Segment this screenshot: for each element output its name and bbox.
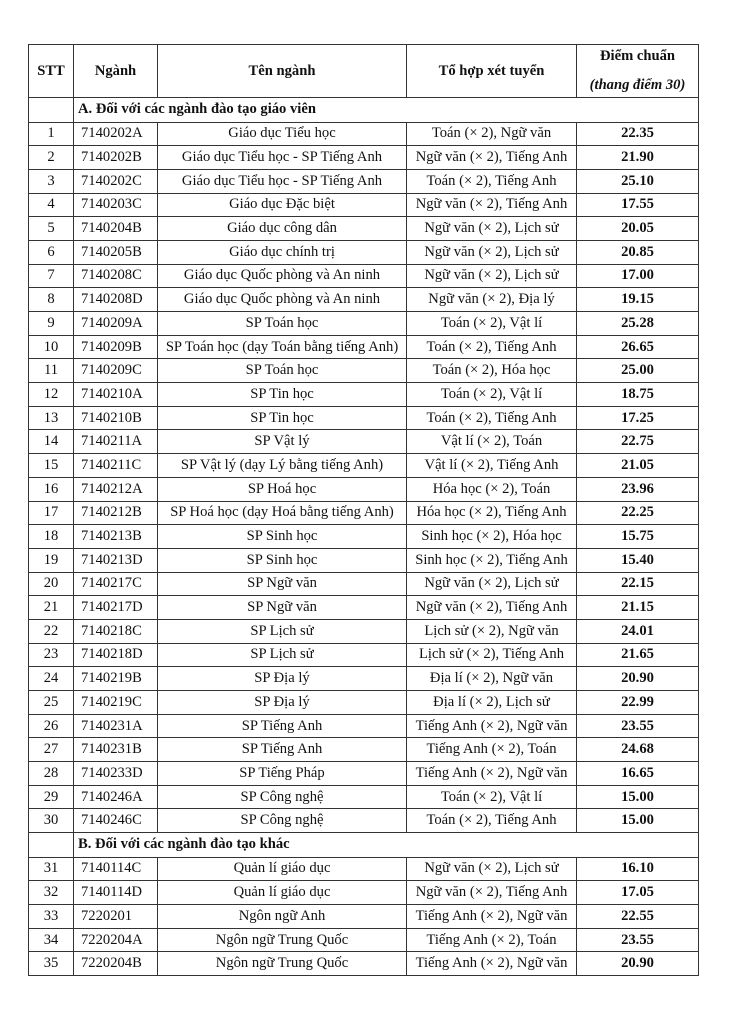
name-cell: Quản lí giáo dục [158, 857, 407, 881]
name-cell: Giáo dục Quốc phòng và An ninh [158, 288, 407, 312]
score-cell: 23.55 [577, 928, 699, 952]
name-cell: Quản lí giáo dục [158, 881, 407, 905]
table-row [29, 169, 699, 193]
name-cell: Giáo dục Tiểu học - SP Tiếng Anh [158, 169, 407, 193]
name-cell: Giáo dục Quốc phòng và An ninh [158, 264, 407, 288]
section-title: A. Đối với các ngành đào tạo giáo viên [74, 98, 699, 123]
name-cell: SP Vật lý [158, 430, 407, 454]
score-cell: 20.85 [577, 240, 699, 264]
table-row [29, 359, 699, 383]
code-cell: 7140219B [74, 667, 158, 691]
section-stt-cell [29, 98, 74, 123]
combo-cell: Tiếng Anh (× 2), Toán [407, 738, 577, 762]
stt-cell: 2 [29, 146, 74, 170]
table-row [29, 809, 699, 833]
code-cell: 7140203C [74, 193, 158, 217]
stt-cell: 33 [29, 905, 74, 929]
name-cell: SP Tiếng Anh [158, 714, 407, 738]
stt-cell: 5 [29, 217, 74, 241]
header-thang-diem: (thang điểm 30) [589, 77, 686, 93]
score-cell: 21.65 [577, 643, 699, 667]
stt-cell: 10 [29, 335, 74, 359]
name-cell: SP Tin học [158, 383, 407, 407]
stt-cell: 31 [29, 857, 74, 881]
code-cell: 7140205B [74, 240, 158, 264]
stt-cell: 13 [29, 406, 74, 430]
table-row [29, 335, 699, 359]
code-cell: 7140208C [74, 264, 158, 288]
stt-cell: 16 [29, 477, 74, 501]
header-nganh: Ngành [74, 45, 158, 98]
table-row [29, 193, 699, 217]
code-cell: 7140217C [74, 572, 158, 596]
table-row [29, 548, 699, 572]
combo-cell: Ngữ văn (× 2), Địa lý [407, 288, 577, 312]
code-cell: 7140210A [74, 383, 158, 407]
code-cell: 7140213B [74, 525, 158, 549]
combo-cell: Ngữ văn (× 2), Tiếng Anh [407, 881, 577, 905]
stt-cell: 6 [29, 240, 74, 264]
name-cell: Giáo dục công dân [158, 217, 407, 241]
combo-cell: Toán (× 2), Ngữ văn [407, 122, 577, 146]
table-row [29, 406, 699, 430]
stt-cell: 14 [29, 430, 74, 454]
stt-cell: 25 [29, 691, 74, 715]
score-cell: 24.01 [577, 619, 699, 643]
combo-cell: Ngữ văn (× 2), Tiếng Anh [407, 146, 577, 170]
combo-cell: Địa lí (× 2), Ngữ văn [407, 667, 577, 691]
code-cell: 7140211C [74, 454, 158, 478]
name-cell: Ngôn ngữ Trung Quốc [158, 928, 407, 952]
name-cell: SP Toán học [158, 359, 407, 383]
stt-cell: 21 [29, 596, 74, 620]
table-row [29, 738, 699, 762]
stt-cell: 29 [29, 785, 74, 809]
table-row [29, 619, 699, 643]
combo-cell: Toán (× 2), Tiếng Anh [407, 406, 577, 430]
table-row [29, 122, 699, 146]
combo-cell: Tiếng Anh (× 2), Ngữ văn [407, 952, 577, 976]
name-cell: Ngôn ngữ Trung Quốc [158, 952, 407, 976]
combo-cell: Sinh học (× 2), Hóa học [407, 525, 577, 549]
admission-score-table [28, 44, 699, 976]
table-row [29, 240, 699, 264]
table-row [29, 312, 699, 336]
name-cell: SP Lịch sử [158, 643, 407, 667]
table-row [29, 643, 699, 667]
score-cell: 22.55 [577, 905, 699, 929]
code-cell: 7140233D [74, 762, 158, 786]
name-cell: SP Công nghệ [158, 785, 407, 809]
code-cell: 7220204A [74, 928, 158, 952]
table-row [29, 572, 699, 596]
score-cell: 26.65 [577, 335, 699, 359]
stt-cell: 11 [29, 359, 74, 383]
table-row [29, 667, 699, 691]
stt-cell: 34 [29, 928, 74, 952]
combo-cell: Tiếng Anh (× 2), Ngữ văn [407, 762, 577, 786]
stt-cell: 35 [29, 952, 74, 976]
combo-cell: Ngữ văn (× 2), Lịch sử [407, 857, 577, 881]
combo-cell: Sinh học (× 2), Tiếng Anh [407, 548, 577, 572]
code-cell: 7220204B [74, 952, 158, 976]
code-cell: 7140218C [74, 619, 158, 643]
code-cell: 7140114C [74, 857, 158, 881]
code-cell: 7140211A [74, 430, 158, 454]
header-stt: STT [29, 45, 74, 98]
stt-cell: 30 [29, 809, 74, 833]
stt-cell: 1 [29, 122, 74, 146]
name-cell: SP Ngữ văn [158, 596, 407, 620]
score-cell: 22.25 [577, 501, 699, 525]
section-title: B. Đối với các ngành đào tạo khác [74, 833, 699, 858]
score-cell: 15.00 [577, 785, 699, 809]
table-row [29, 525, 699, 549]
score-cell: 16.65 [577, 762, 699, 786]
score-cell: 22.75 [577, 430, 699, 454]
table-row [29, 146, 699, 170]
code-cell: 7140209A [74, 312, 158, 336]
table-row [29, 905, 699, 929]
stt-cell: 22 [29, 619, 74, 643]
score-cell: 25.28 [577, 312, 699, 336]
stt-cell: 18 [29, 525, 74, 549]
code-cell: 7140217D [74, 596, 158, 620]
code-cell: 7140208D [74, 288, 158, 312]
stt-cell: 15 [29, 454, 74, 478]
combo-cell: Địa lí (× 2), Lịch sử [407, 691, 577, 715]
name-cell: SP Sinh học [158, 548, 407, 572]
combo-cell: Tiếng Anh (× 2), Toán [407, 928, 577, 952]
table-row [29, 454, 699, 478]
code-cell: 7140231A [74, 714, 158, 738]
combo-cell: Ngữ văn (× 2), Lịch sử [407, 264, 577, 288]
table-row [29, 288, 699, 312]
code-cell: 7140202A [74, 122, 158, 146]
header-row [29, 45, 699, 98]
table-row [29, 501, 699, 525]
name-cell: Giáo dục Tiểu học - SP Tiếng Anh [158, 146, 407, 170]
stt-cell: 20 [29, 572, 74, 596]
section-header-row [29, 833, 699, 858]
code-cell: 7140202C [74, 169, 158, 193]
combo-cell: Vật lí (× 2), Tiếng Anh [407, 454, 577, 478]
table-row [29, 857, 699, 881]
combo-cell: Toán (× 2), Vật lí [407, 785, 577, 809]
name-cell: SP Công nghệ [158, 809, 407, 833]
combo-cell: Hóa học (× 2), Tiếng Anh [407, 501, 577, 525]
name-cell: SP Ngữ văn [158, 572, 407, 596]
name-cell: SP Tin học [158, 406, 407, 430]
score-cell: 20.05 [577, 217, 699, 241]
stt-cell: 24 [29, 667, 74, 691]
stt-cell: 8 [29, 288, 74, 312]
score-cell: 24.68 [577, 738, 699, 762]
score-cell: 25.10 [577, 169, 699, 193]
table-row [29, 477, 699, 501]
stt-cell: 26 [29, 714, 74, 738]
table-row [29, 785, 699, 809]
combo-cell: Ngữ văn (× 2), Lịch sử [407, 572, 577, 596]
code-cell: 7140210B [74, 406, 158, 430]
name-cell: Giáo dục Tiểu học [158, 122, 407, 146]
table-row [29, 264, 699, 288]
table-row [29, 762, 699, 786]
combo-cell: Lịch sử (× 2), Ngữ văn [407, 619, 577, 643]
name-cell: SP Tiếng Pháp [158, 762, 407, 786]
stt-cell: 7 [29, 264, 74, 288]
code-cell: 7140231B [74, 738, 158, 762]
combo-cell: Ngữ văn (× 2), Tiếng Anh [407, 596, 577, 620]
name-cell: SP Toán học [158, 312, 407, 336]
name-cell: SP Hoá học [158, 477, 407, 501]
table-row [29, 714, 699, 738]
header-diem-chuan-label: Điểm chuẩn [600, 48, 675, 64]
code-cell: 7140114D [74, 881, 158, 905]
name-cell: SP Toán học (dạy Toán bằng tiếng Anh) [158, 335, 407, 359]
table-row [29, 430, 699, 454]
score-cell: 17.05 [577, 881, 699, 905]
code-cell: 7140209C [74, 359, 158, 383]
score-cell: 22.35 [577, 122, 699, 146]
header-to-hop: Tổ hợp xét tuyển [407, 45, 577, 98]
combo-cell: Toán (× 2), Tiếng Anh [407, 335, 577, 359]
table-row [29, 952, 699, 976]
name-cell: SP Hoá học (dạy Hoá bằng tiếng Anh) [158, 501, 407, 525]
table-row [29, 691, 699, 715]
name-cell: SP Sinh học [158, 525, 407, 549]
name-cell: Ngôn ngữ Anh [158, 905, 407, 929]
code-cell: 7140209B [74, 335, 158, 359]
score-cell: 15.00 [577, 809, 699, 833]
combo-cell: Toán (× 2), Tiếng Anh [407, 169, 577, 193]
stt-cell: 23 [29, 643, 74, 667]
code-cell: 7140246C [74, 809, 158, 833]
code-cell: 7140212B [74, 501, 158, 525]
table-body [29, 98, 699, 976]
score-cell: 17.00 [577, 264, 699, 288]
header-ten-nganh: Tên ngành [158, 45, 407, 98]
score-cell: 18.75 [577, 383, 699, 407]
name-cell: Giáo dục Đặc biệt [158, 193, 407, 217]
score-cell: 15.75 [577, 525, 699, 549]
combo-cell: Toán (× 2), Hóa học [407, 359, 577, 383]
score-cell: 25.00 [577, 359, 699, 383]
code-cell: 7140218D [74, 643, 158, 667]
combo-cell: Ngữ văn (× 2), Lịch sử [407, 217, 577, 241]
combo-cell: Hóa học (× 2), Toán [407, 477, 577, 501]
stt-cell: 27 [29, 738, 74, 762]
code-cell: 7140212A [74, 477, 158, 501]
name-cell: Giáo dục chính trị [158, 240, 407, 264]
code-cell: 7140202B [74, 146, 158, 170]
stt-cell: 12 [29, 383, 74, 407]
code-cell: 7140213D [74, 548, 158, 572]
table-row [29, 596, 699, 620]
combo-cell: Lịch sử (× 2), Tiếng Anh [407, 643, 577, 667]
stt-cell: 17 [29, 501, 74, 525]
table-row [29, 383, 699, 407]
stt-cell: 19 [29, 548, 74, 572]
combo-cell: Toán (× 2), Vật lí [407, 383, 577, 407]
score-cell: 21.15 [577, 596, 699, 620]
score-cell: 21.90 [577, 146, 699, 170]
score-cell: 17.55 [577, 193, 699, 217]
score-cell: 21.05 [577, 454, 699, 478]
code-cell: 7140204B [74, 217, 158, 241]
stt-cell: 4 [29, 193, 74, 217]
score-cell: 22.99 [577, 691, 699, 715]
name-cell: SP Tiếng Anh [158, 738, 407, 762]
table-row [29, 217, 699, 241]
combo-cell: Toán (× 2), Tiếng Anh [407, 809, 577, 833]
combo-cell: Ngữ văn (× 2), Tiếng Anh [407, 193, 577, 217]
score-cell: 23.55 [577, 714, 699, 738]
code-cell: 7140219C [74, 691, 158, 715]
score-cell: 20.90 [577, 667, 699, 691]
stt-cell: 3 [29, 169, 74, 193]
score-cell: 20.90 [577, 952, 699, 976]
stt-cell: 32 [29, 881, 74, 905]
table-row [29, 881, 699, 905]
name-cell: SP Địa lý [158, 667, 407, 691]
section-stt-cell [29, 833, 74, 858]
combo-cell: Tiếng Anh (× 2), Ngữ văn [407, 714, 577, 738]
score-cell: 22.15 [577, 572, 699, 596]
stt-cell: 9 [29, 312, 74, 336]
score-cell: 23.96 [577, 477, 699, 501]
name-cell: SP Lịch sử [158, 619, 407, 643]
header-diem-chuan [577, 45, 699, 98]
code-cell: 7220201 [74, 905, 158, 929]
score-cell: 16.10 [577, 857, 699, 881]
score-cell: 15.40 [577, 548, 699, 572]
name-cell: SP Vật lý (dạy Lý bằng tiếng Anh) [158, 454, 407, 478]
score-cell: 19.15 [577, 288, 699, 312]
code-cell: 7140246A [74, 785, 158, 809]
combo-cell: Ngữ văn (× 2), Lịch sử [407, 240, 577, 264]
table-row [29, 928, 699, 952]
stt-cell: 28 [29, 762, 74, 786]
combo-cell: Toán (× 2), Vật lí [407, 312, 577, 336]
combo-cell: Tiếng Anh (× 2), Ngữ văn [407, 905, 577, 929]
combo-cell: Vật lí (× 2), Toán [407, 430, 577, 454]
score-cell: 17.25 [577, 406, 699, 430]
section-header-row [29, 98, 699, 123]
name-cell: SP Địa lý [158, 691, 407, 715]
